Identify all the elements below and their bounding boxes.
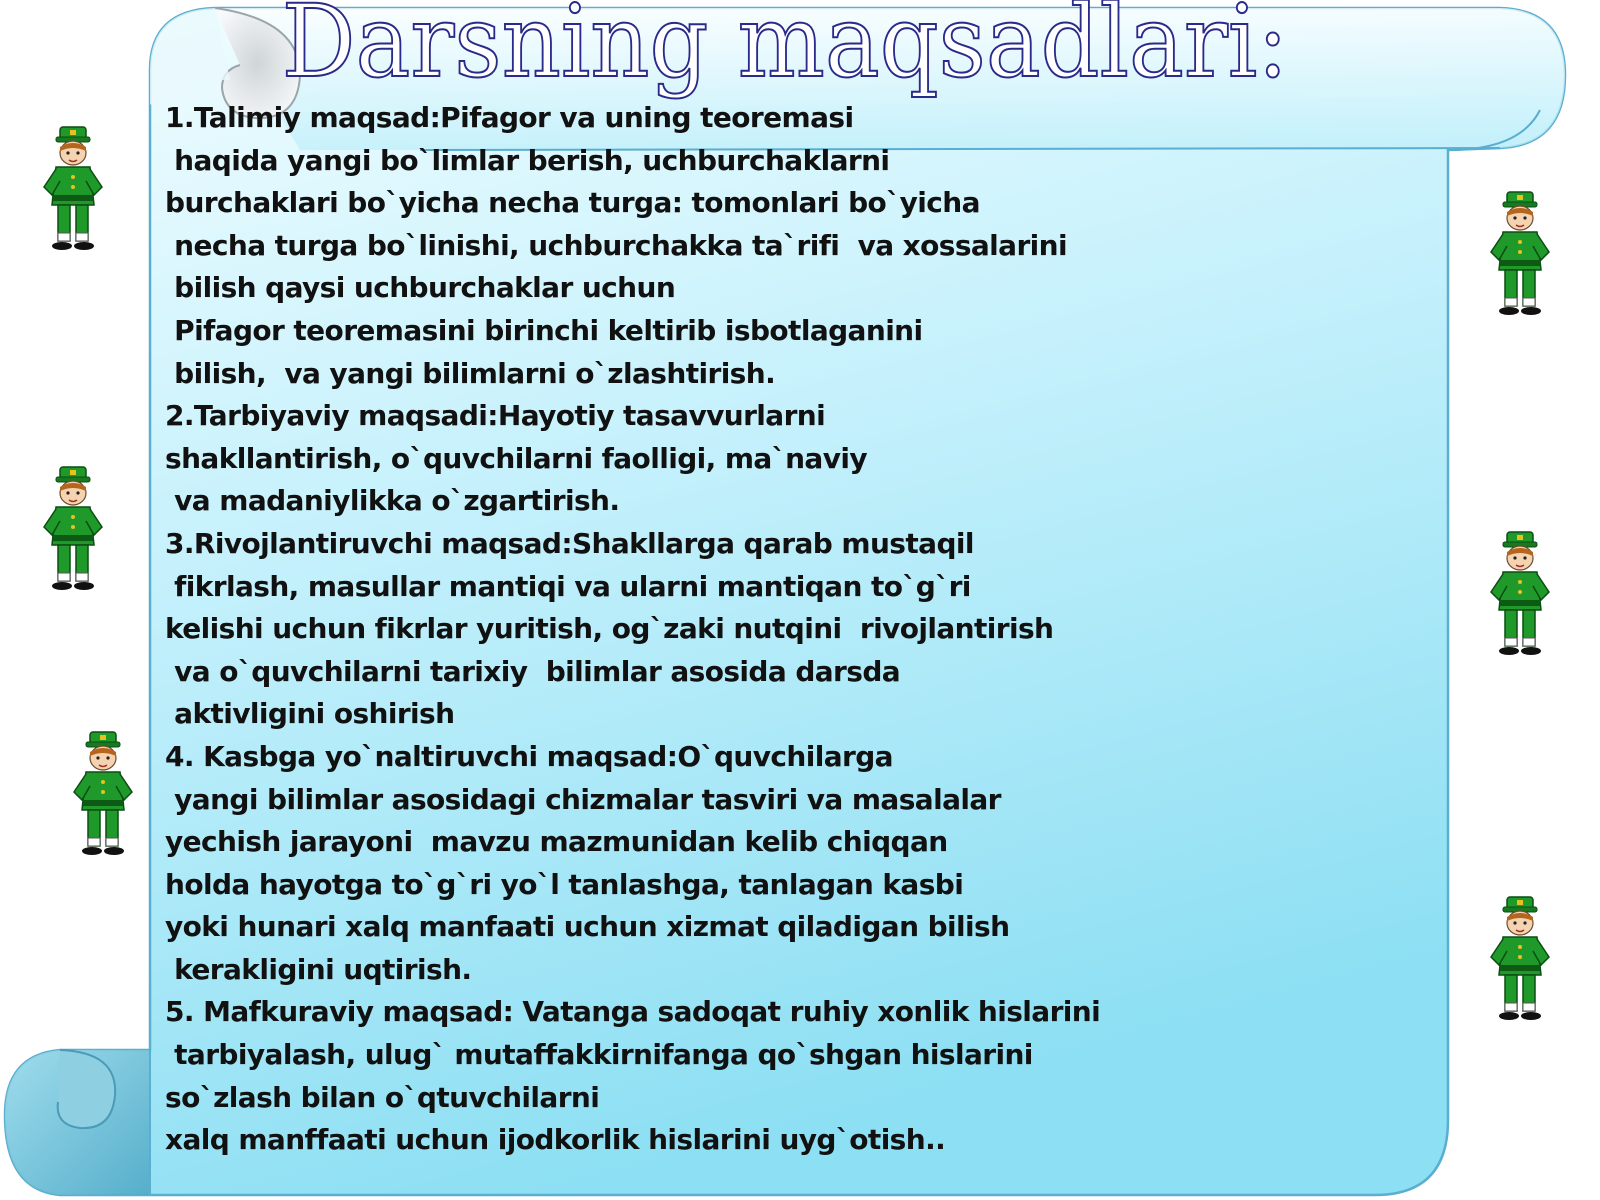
text-line: fikrlash, masullar mantiqi va ularni mantiqan to`g`ri [165, 569, 971, 603]
text-line: 4. Kasbga yo`naltiruvchi maqsad:O`quvchilarga [165, 739, 893, 773]
text-line: shakllantirish, o`quvchilarni faolligi, ma`naviy [165, 441, 868, 475]
text-line: kerakligini uqtirish. [165, 952, 472, 986]
soldier-icon [1485, 530, 1555, 660]
soldier-icon [38, 465, 108, 595]
soldier-icon [1485, 895, 1555, 1025]
text-line: tarbiyalash, ulug` mutaffakkirnifanga qo`shgan hislarini [165, 1038, 1033, 1072]
text-line: burchaklari bo`yicha necha turga: tomonlari bo`yicha [165, 186, 980, 220]
text-line: haqida yangi bo`limlar berish, uchburchaklarni [165, 143, 890, 177]
text-line: xalq manffaati uchun ijodkorlik hislarini uyg`otish.. [165, 1123, 946, 1157]
text-line: bilish qaysi uchburchaklar uchun [165, 271, 676, 305]
text-line: va madaniylikka o`zgartirish. [165, 484, 620, 518]
text-line: 2.Tarbiyaviy maqsadi:Hayotiy tasavvurlarni [165, 399, 826, 433]
text-line: so`zlash bilan o`qtuvchilarni [165, 1080, 600, 1114]
text-line: holda hayotga to`g`ri yo`l tanlashga, tanlagan kasbi [165, 867, 964, 901]
objectives-text [165, 97, 1405, 1162]
text-line: yangi bilimlar asosidagi chizmalar tasviri va masalalar [165, 782, 1001, 816]
text-line: va o`quvchilarni tarixiy bilimlar asosida darsda [165, 654, 901, 688]
text-line: yechish jarayoni mavzu mazmunidan kelib chiqqan [165, 825, 948, 859]
text-line: 5. Mafkuraviy maqsad: Vatanga sadoqat ruhiy xonlik hislarini [165, 995, 1101, 1029]
text-line: 1.Talimiy maqsad:Pifagor va uning teoremasi [165, 101, 854, 134]
text-line: bilish, va yangi bilimlarni o`zlashtirish. [165, 356, 776, 390]
text-line: kelishi uchun fikrlar yuritish, og`zaki nutqini rivojlantirish [165, 612, 1054, 646]
text-line: Pifagor teoremasini birinchi keltirib isbotlaganini [165, 313, 923, 347]
text-line: necha turga bo`linishi, uchburchakka ta`rifi va xossalarini [165, 228, 1068, 262]
text-line: aktivligini oshirish [165, 697, 455, 731]
soldier-icon [1485, 190, 1555, 320]
soldier-icon [68, 730, 138, 860]
text-line: yoki hunari xalq manfaati uchun xizmat qiladigan bilish [165, 910, 1010, 944]
text-line: 3.Rivojlantiruvchi maqsad:Shakllarga qarab mustaqil [165, 526, 974, 560]
slide-title: Darsning maqsadlari: [281, 0, 1289, 100]
soldier-icon [38, 125, 108, 255]
